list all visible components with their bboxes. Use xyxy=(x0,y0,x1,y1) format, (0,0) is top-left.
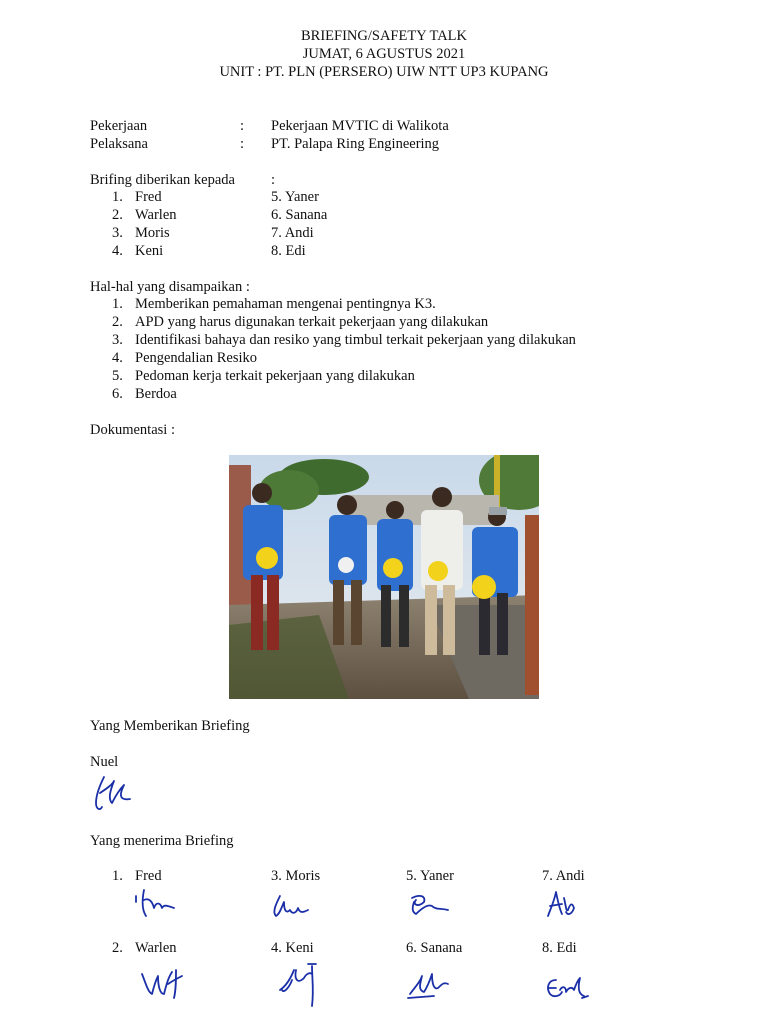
brifing-name: Fred xyxy=(135,189,162,205)
hal-num: 1. xyxy=(112,296,123,312)
hal-num: 2. xyxy=(112,314,123,330)
signature-yaner xyxy=(406,890,452,920)
hal-num: 6. xyxy=(112,386,123,402)
hal-num: 4. xyxy=(112,350,123,366)
penerima-num: 2. xyxy=(112,940,123,956)
hal-num: 3. xyxy=(112,332,123,348)
hal-text: APD yang harus digunakan terkait pekerjaan yang dilakukan xyxy=(135,314,489,330)
signature-warlen xyxy=(138,964,188,1004)
hal-text: Berdoa xyxy=(135,386,177,402)
brifing-colon: : xyxy=(271,172,276,188)
hal-text: Pengendalian Resiko xyxy=(135,350,258,366)
hal-label: Hal-hal yang disampaikan : xyxy=(90,279,250,295)
hal-text: Memberikan pemahaman mengenai pentingnya K3. xyxy=(135,296,436,312)
pelaksana-label: Pelaksana xyxy=(90,136,148,152)
doc-unit: UNIT : PT. PLN (PERSERO) UIW NTT UP3 KUPANG xyxy=(219,64,549,80)
brifing-num: 3. xyxy=(112,225,123,241)
penerima-name: 8. Edi xyxy=(542,940,577,956)
signature-sanana xyxy=(404,966,454,1002)
brifing-num: 2. xyxy=(112,207,123,223)
penerima-label: Yang menerima Briefing xyxy=(90,833,234,849)
brifing-name-right: 5. Yaner xyxy=(271,189,319,205)
penerima-name: 6. Sanana xyxy=(406,940,463,956)
signature-andi xyxy=(544,888,578,922)
penerima-name: Fred xyxy=(135,868,162,884)
brifing-name: Warlen xyxy=(135,207,177,223)
signature-nuel xyxy=(90,773,140,815)
pemberi-name: Nuel xyxy=(90,754,119,770)
pelaksana-value: PT. Palapa Ring Engineering xyxy=(271,136,440,152)
pekerjaan-value: Pekerjaan MVTIC di Walikota xyxy=(271,118,449,134)
penerima-num: 1. xyxy=(112,868,123,884)
brifing-num: 4. xyxy=(112,243,123,259)
dokumentasi-label: Dokumentasi : xyxy=(90,422,175,438)
doc-title: BRIEFING/SAFETY TALK xyxy=(301,28,467,44)
documentation-photo xyxy=(229,455,539,699)
penerima-name: 4. Keni xyxy=(271,940,314,956)
pekerjaan-label: Pekerjaan xyxy=(90,118,148,134)
pemberi-label: Yang Memberikan Briefing xyxy=(90,718,250,734)
brifing-name-right: 7. Andi xyxy=(271,225,314,241)
pekerjaan-colon: : xyxy=(240,118,245,134)
penerima-name: 3. Moris xyxy=(271,868,321,884)
brifing-num: 1. xyxy=(112,189,123,205)
pelaksana-colon: : xyxy=(240,136,245,152)
signature-fred xyxy=(130,886,180,920)
brifing-name: Moris xyxy=(135,225,170,241)
brifing-name-right: 8. Edi xyxy=(271,243,306,259)
hal-text: Pedoman kerja terkait pekerjaan yang dilakukan xyxy=(135,368,415,384)
hal-num: 5. xyxy=(112,368,123,384)
signature-keni xyxy=(272,960,324,1008)
penerima-name: 7. Andi xyxy=(542,868,585,884)
hal-text: Identifikasi bahaya dan resiko yang timbul terkait pekerjaan yang dilakukan xyxy=(135,332,576,348)
signature-moris xyxy=(268,892,312,922)
doc-date: JUMAT, 6 AGUSTUS 2021 xyxy=(302,46,466,62)
penerima-name: 5. Yaner xyxy=(406,868,454,884)
penerima-name: Warlen xyxy=(135,940,177,956)
photo-illustration xyxy=(229,455,539,699)
brifing-name-right: 6. Sanana xyxy=(271,207,328,223)
brifing-name: Keni xyxy=(135,243,164,259)
brifing-label: Brifing diberikan kepada xyxy=(90,172,235,188)
signature-edi xyxy=(542,972,592,1004)
